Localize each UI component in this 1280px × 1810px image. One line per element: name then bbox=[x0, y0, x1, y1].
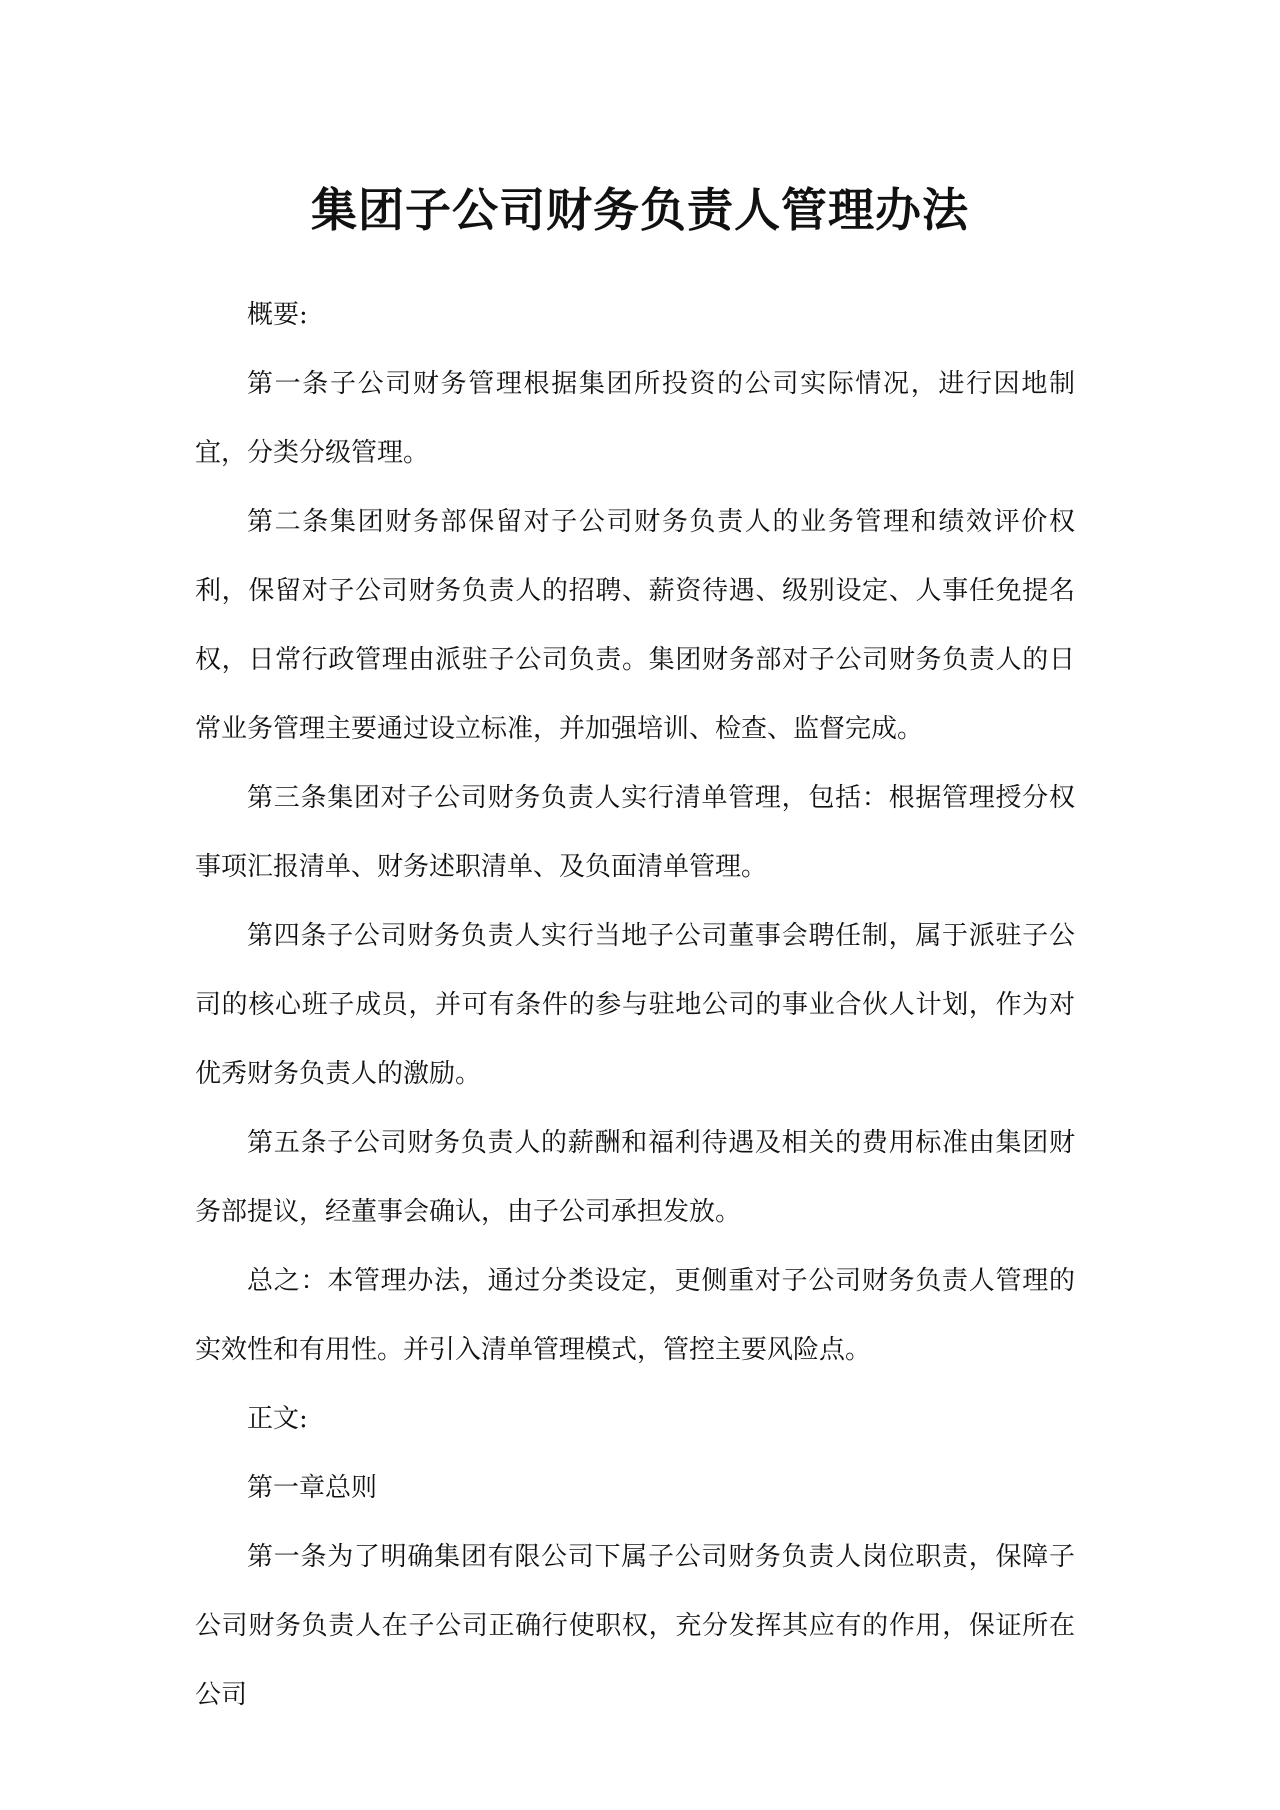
paragraph-summary-heading: 概要: bbox=[247, 300, 308, 330]
paragraph-main-text-heading: 正文: bbox=[247, 1404, 308, 1434]
paragraph-summary-article-2: 第二条集团财务部保留对子公司财务负责人的业务管理和绩效评价权利，保留对子公司财务负责人的招聘、薪资待遇、级别设定、人事任免提名权，日常行政管理由派驻子公司负责。集团财务部对子公司财务负责人的日常业务管理主要通过设立标准，并加强培训、检查、监督完成。 bbox=[195, 507, 1075, 744]
document-title: 集团子公司财务负责人管理办法 bbox=[311, 183, 969, 237]
paragraph-summary-article-3: 第三条集团对子公司财务负责人实行清单管理，包括：根据管理授分权事项汇报清单、财务述职清单、及负面清单管理。 bbox=[195, 783, 1075, 882]
paragraph-summary-article-4: 第四条子公司财务负责人实行当地子公司董事会聘任制，属于派驻子公司的核心班子成员，并可有条件的参与驻地公司的事业合伙人计划，作为对优秀财务负责人的激励。 bbox=[195, 921, 1075, 1089]
paragraph-summary-article-1: 第一条子公司财务管理根据集团所投资的公司实际情况，进行因地制宜，分类分级管理。 bbox=[195, 369, 1075, 468]
paragraph-conclusion: 总之：本管理办法，通过分类设定，更侧重对子公司财务负责人管理的实效性和有用性。并引入清单管理模式，管控主要风险点。 bbox=[195, 1266, 1075, 1365]
paragraph-chapter-1-article-1: 第一条为了明确集团有限公司下属子公司财务负责人岗位职责，保障子公司财务负责人在子公司正确行使职权，充分发挥其应有的作用，保证所在公司 bbox=[195, 1542, 1075, 1710]
document-body bbox=[195, 281, 1075, 1730]
paragraph-summary-article-5: 第五条子公司财务负责人的薪酬和福利待遇及相关的费用标准由集团财务部提议，经董事会确认，由子公司承担发放。 bbox=[195, 1128, 1075, 1227]
chapter-1-heading: 第一章总则 bbox=[247, 1473, 378, 1503]
